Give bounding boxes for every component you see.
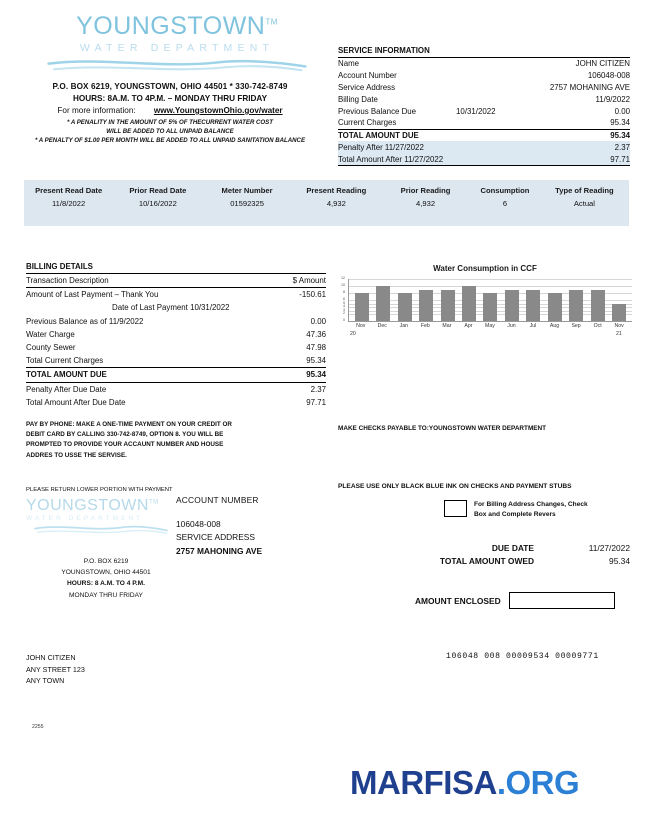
chart-x-tick: Nov — [356, 323, 366, 329]
header-hours: HOURS: 8A.M. TO 4P.M. – MONDAY THRU FRIDAY — [72, 94, 268, 103]
meter-column-value: 4,932 — [416, 199, 436, 208]
service-info-mid: 10/31/2022 — [456, 106, 496, 116]
meter-column-head: Prior Read Date — [129, 186, 187, 195]
penalty-notes — [10, 119, 330, 145]
customer-city: ANY TOWN — [26, 676, 65, 686]
billing-row-description: Total Amount After Due Date — [26, 397, 126, 407]
billing-row-description: Date of Last Payment 10/31/2022 — [112, 303, 230, 313]
chart-bar — [462, 286, 476, 321]
chart-bar — [419, 290, 433, 322]
more-info-label: For more information: — [57, 106, 136, 115]
billing-row — [26, 328, 326, 341]
stub-addr-line-3: HOURS: 8 A.M. TO 4 P.M. — [67, 580, 145, 588]
meter-column-value: 11/8/2022 — [52, 199, 86, 208]
blue-ink-note: PLEASE USE ONLY BLACK BLUE INK ON CHECKS AND PAYMENT STUBS — [338, 483, 572, 490]
service-info-row — [338, 82, 630, 94]
total-owed-value: 95.34 — [609, 556, 630, 566]
chart-bar — [612, 304, 626, 322]
chart-bar — [591, 290, 605, 322]
service-info-amount: 95.34 — [610, 131, 630, 141]
address-change-line-2: Box and Complete Revers — [474, 511, 556, 519]
chart-bars — [349, 279, 632, 321]
meter-column — [470, 186, 540, 208]
meter-column-value: Actual — [573, 199, 595, 208]
chart-y-tick: 5 — [343, 300, 345, 305]
chart-bar — [376, 286, 390, 321]
stub-company-address — [26, 556, 186, 601]
service-info-mid — [456, 141, 540, 153]
stub-account-number-label: ACCOUNT NUMBER — [176, 495, 259, 505]
company-logo — [34, 14, 320, 79]
meter-column-head: Present Reading — [306, 186, 367, 195]
due-date-label: DUE DATE — [491, 543, 534, 553]
stub-addr-line-1: P.O. BOX 6219 — [83, 558, 129, 565]
service-info-label: Current Charges — [338, 118, 397, 128]
penalty-note-2: WILL BE ADDED TO ALL UNPAID BALANCE — [106, 127, 234, 135]
penalty-note-1: * A PENALITY IN THE AMOUNT OF 5% OF THECURRENT WATER COST — [67, 119, 273, 126]
billing-row — [26, 301, 326, 314]
chart-y-tick: 0 — [343, 318, 345, 323]
total-owed-row — [395, 556, 630, 566]
chart-bar — [505, 290, 519, 322]
header-contact-block — [10, 82, 330, 145]
service-info-label: Service Address — [338, 82, 396, 92]
meter-column-head: Prior Reading — [400, 186, 451, 195]
billing-row-description: Total Current Charges — [26, 356, 104, 366]
billing-row-amount: -150.61 — [299, 290, 326, 300]
chart-year-start: 20 — [350, 331, 356, 337]
service-info-row — [338, 70, 630, 82]
service-info-amount: 97.71 — [540, 153, 630, 165]
chart-bar — [441, 290, 455, 322]
address-change-line-1: For Billing Address Changes, Check — [474, 501, 588, 508]
chart-plot-area — [336, 276, 634, 337]
billing-row — [26, 288, 326, 302]
ocr-scanline: 106048 008 00009534 00009771 — [446, 652, 599, 661]
billing-row-description: County Sewer — [26, 343, 76, 353]
logo-name-text: YOUNGSTOWN — [76, 12, 266, 40]
service-info-label: Account Number — [338, 71, 397, 81]
billing-row-description: Penalty After Due Date — [26, 384, 107, 394]
chart-bar — [569, 290, 583, 322]
service-info-row — [338, 129, 630, 141]
billing-details-panel — [26, 262, 326, 409]
chart-x-tick: Sep — [571, 323, 581, 329]
amount-enclosed-input[interactable] — [509, 592, 615, 609]
chart-x-tick: Aug — [549, 323, 560, 329]
chart-bar — [398, 293, 412, 321]
chart-y-axis — [336, 276, 347, 323]
billing-row-amount: 95.34 — [306, 370, 326, 380]
service-info-label: Billing Date — [338, 94, 378, 104]
logo-wordmark — [34, 14, 320, 39]
service-info-mid — [456, 70, 540, 82]
amount-enclosed-label: AMOUNT ENCLOSED — [415, 595, 501, 606]
stub-logo-tm: TM — [148, 499, 159, 506]
meter-column-head: Type of Reading — [555, 186, 614, 195]
service-info-label: Name — [338, 59, 360, 69]
chart-y-tick: 3 — [343, 307, 345, 312]
service-info-amount: 106048-008 — [587, 71, 630, 81]
service-info-row — [338, 153, 630, 165]
meter-column-head: Meter Number — [221, 186, 273, 195]
service-info-amount: JOHN CITIZEN — [575, 59, 630, 69]
chart-x-axis-labels — [348, 323, 632, 329]
address-change-row[interactable] — [444, 500, 588, 520]
chart-x-tick: Jan — [399, 323, 409, 329]
chart-y-tick: 4 — [343, 304, 345, 309]
service-information-panel — [338, 46, 630, 166]
stub-service-address-label: SERVICE ADDRESS — [176, 532, 255, 543]
meter-reading-band — [24, 180, 629, 226]
service-info-mid — [456, 129, 540, 141]
meter-column — [113, 186, 202, 208]
chart-bar — [355, 293, 369, 321]
pay-by-phone-note: PAY BY PHONE: MAKE A ONE-TIME PAYMENT ON YOUR CREDIT OR DEBIT CARD BY CALLING 330-742-8749, OPTION 8. YOU WILL BE PROMPTED TO PROVIDE YOUR ACCAUNT NUMBER AND HOUSE ADDRES TO USSE THE SERVISE. — [26, 421, 232, 459]
billing-details-title: BILLING DETAILS — [26, 262, 93, 271]
logo-tm: TM — [265, 17, 278, 27]
meter-column — [202, 186, 291, 208]
stub-water-wave-icon — [26, 524, 176, 535]
chart-x-tick: Feb — [420, 323, 430, 329]
billing-row — [26, 396, 326, 409]
chart-x-tick: Dec — [377, 323, 387, 329]
chart-x-tick: Nov — [614, 323, 624, 329]
watermark-part-a: MARFISA — [350, 764, 497, 801]
address-change-checkbox[interactable] — [444, 500, 467, 517]
service-info-mid — [456, 58, 540, 70]
watermark — [350, 764, 579, 802]
billing-row — [26, 315, 326, 328]
billing-row-amount: 0.00 — [310, 316, 326, 326]
meter-column — [292, 186, 381, 208]
header-address: P.O. BOX 6219, YOUNGSTOWN, OHIO 44501 * 330-742-8749 — [52, 82, 288, 91]
service-info-amount: 11/9/2022 — [595, 94, 630, 104]
header-more-info — [10, 106, 330, 115]
service-info-mid — [456, 93, 540, 105]
chart-x-tick: Oct — [593, 323, 602, 329]
website-link[interactable]: www.YoungstownOhio.gov/water — [153, 106, 283, 115]
meter-column — [24, 186, 113, 208]
customer-name: JOHN CITIZEN — [26, 653, 76, 662]
stub-logo-subtitle: WATER DEPARTMENT — [26, 515, 144, 522]
billing-row-description: TOTAL AMOUNT DUE — [26, 370, 107, 380]
chart-y-tick: 2 — [343, 311, 345, 316]
meter-column-value: 10/16/2022 — [138, 199, 177, 208]
service-info-mid — [456, 153, 540, 165]
customer-street: ANY STREET 123 — [26, 664, 85, 674]
billing-details-table — [26, 273, 326, 409]
stub-logo-name-text: YOUNGSTOWN — [26, 497, 149, 514]
billing-row — [26, 368, 326, 382]
meter-column-value: 01592325 — [230, 199, 264, 208]
chart-x-tick: Jul — [529, 323, 537, 329]
billing-col-description: Transaction Description — [26, 276, 109, 286]
billing-row-amount: 47.98 — [306, 343, 326, 353]
water-wave-icon — [37, 57, 317, 74]
service-info-mid — [456, 117, 540, 129]
billing-row-description: Water Charge — [26, 329, 75, 339]
meter-column-value: 4,932 — [326, 199, 346, 208]
billing-row — [26, 382, 326, 396]
billing-row-description: Amount of Last Payment – Thank You — [26, 290, 159, 300]
billing-row-amount: 2.37 — [310, 384, 326, 394]
address-change-label — [474, 500, 588, 520]
billing-row-amount: 97.71 — [306, 397, 326, 407]
total-owed-label: TOTAL AMOUNT OWED — [439, 556, 534, 566]
chart-y-tick: 12 — [341, 276, 345, 281]
return-portion-note: PLEASE RETURN LOWER PORTION WITH PAYMENT — [26, 487, 173, 493]
stub-logo — [26, 498, 176, 540]
service-information-title: SERVICE INFORMATION — [338, 46, 430, 55]
service-info-row — [338, 141, 630, 153]
water-consumption-chart — [336, 264, 634, 344]
meter-column-head: Present Read Date — [35, 186, 103, 195]
service-info-label: Previous Balance Due — [338, 106, 417, 116]
service-info-row — [338, 93, 630, 105]
chart-x-tick: Apr — [464, 323, 473, 329]
chart-x-tick: May — [485, 323, 495, 329]
page-code: 2255 — [32, 724, 44, 730]
service-info-row — [338, 117, 630, 129]
due-summary — [395, 543, 630, 569]
meter-column — [540, 186, 629, 208]
chart-bar — [526, 290, 540, 322]
billing-header-row — [26, 274, 326, 288]
service-info-row — [338, 105, 630, 117]
service-info-label: Total Amount After 11/27/2022 — [338, 153, 456, 165]
watermark-part-b: .ORG — [496, 764, 580, 801]
chart-y-tick: 10 — [341, 283, 345, 288]
logo-subtitle: WATER DEPARTMENT — [79, 42, 275, 54]
service-info-label: TOTAL AMOUNT DUE — [338, 131, 419, 141]
billing-row — [26, 341, 326, 354]
stub-addr-line-4: MONDAY THRU FRIDAY — [69, 591, 143, 599]
billing-col-amount: $ Amount — [292, 276, 326, 286]
chart-bar — [548, 293, 562, 321]
due-date-value: 11/27/2022 — [588, 543, 630, 553]
stub-account-number: 106048-008 — [176, 518, 221, 529]
service-information-table — [338, 57, 630, 166]
stub-logo-wordmark — [26, 498, 176, 514]
stub-addr-line-2: YOUNGSTOWN, OHIO 44501 — [61, 569, 151, 577]
service-info-mid — [456, 82, 540, 94]
billing-row-amount: 47.36 — [306, 329, 326, 339]
chart-bar — [483, 293, 497, 321]
stub-service-address: 2757 MAHONING AVE — [176, 545, 263, 556]
chart-plot — [348, 279, 632, 322]
meter-column-value: 6 — [502, 199, 508, 208]
chart-x-tick: Mar — [442, 323, 452, 329]
customer-mailing-address — [26, 652, 85, 687]
meter-column-head: Consumption — [480, 186, 530, 195]
service-info-amount: 2.37 — [540, 141, 630, 153]
chart-title: Water Consumption in CCF — [433, 264, 537, 273]
penalty-note-3: * A PENALTY OF $1.00 PER MONTH WILL BE ADDED TO ALL UNPAID SANITATION BALANCE — [34, 136, 306, 144]
stub-account-block — [176, 494, 262, 558]
service-info-row — [338, 58, 630, 70]
chart-y-tick: 8 — [343, 290, 345, 295]
make-checks-payable-note: MAKE CHECKS PAYABLE TO:YOUNGSTOWN WATER DEPARTMENT — [338, 425, 547, 432]
billing-row-amount: 95.34 — [306, 356, 326, 366]
billing-row-description: Previous Balance as of 11/9/2022 — [26, 316, 144, 326]
service-info-amount: 0.00 — [614, 106, 630, 116]
amount-enclosed-row — [415, 592, 615, 609]
due-date-row — [395, 543, 630, 553]
chart-y-tick: 6 — [343, 297, 345, 302]
chart-x-tick: Jun — [507, 323, 516, 329]
billing-row-amount — [284, 301, 326, 314]
service-info-label: Penalty After 11/27/2022 — [338, 141, 456, 153]
billing-row — [26, 354, 326, 368]
chart-year-end: 21 — [616, 331, 622, 337]
service-info-amount: 2757 MOHANING AVE — [549, 82, 630, 92]
service-info-amount: 95.34 — [610, 118, 630, 128]
meter-column — [381, 186, 470, 208]
